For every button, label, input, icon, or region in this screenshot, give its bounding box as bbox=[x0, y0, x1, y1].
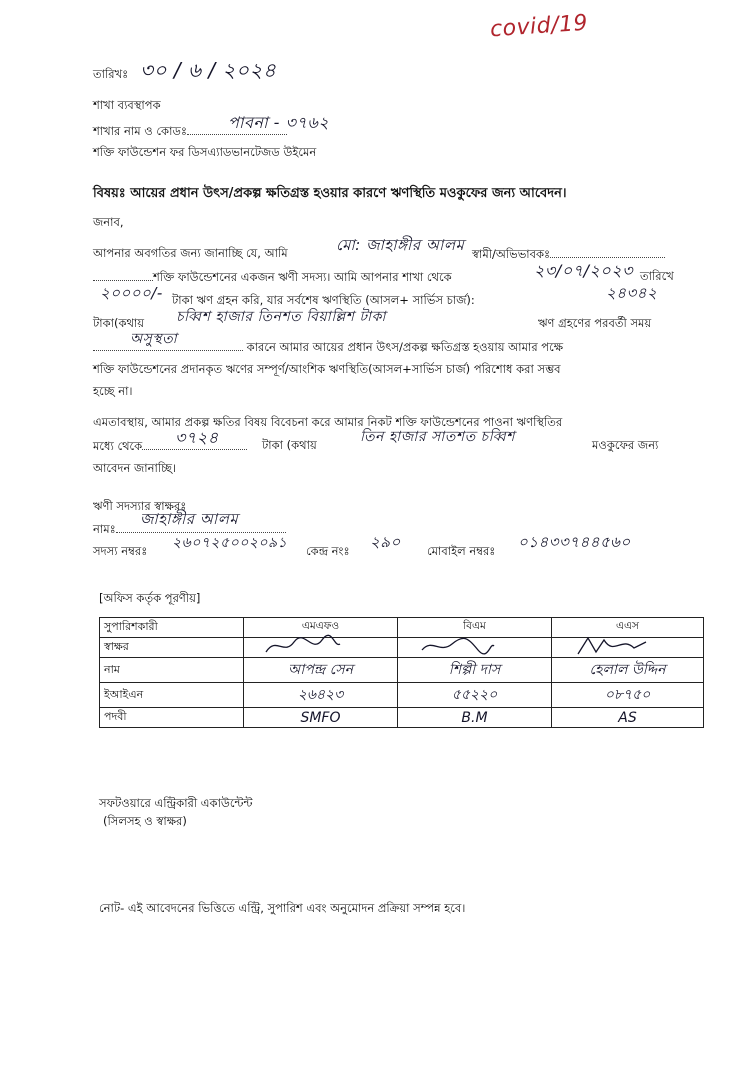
designation-bm: B.M bbox=[398, 708, 552, 728]
date-suffix: তারিখে bbox=[640, 269, 674, 283]
row-label-name: নাম bbox=[100, 658, 244, 683]
header-recommender: সুপারিশকারী bbox=[100, 618, 244, 638]
recommendation-table bbox=[99, 617, 704, 728]
loan-date-handwritten: ২৩/০৭/২০২৩ bbox=[534, 261, 634, 280]
name-mfo: আপন্দ্র সেন bbox=[244, 658, 398, 683]
accountant-title: সফটওয়ারে এন্ট্রিকারী একাউন্টেন্ট bbox=[99, 796, 253, 810]
para1-line4-text: ঋণ গ্রহণের পরবর্তী সময় bbox=[538, 316, 652, 330]
guardian-label-text: স্বামী/অভিভাবকঃ bbox=[472, 247, 551, 261]
salutation: জনাব, bbox=[93, 215, 124, 229]
waiver-words-handwritten: তিন হাজার সাতশত চব্বিশ bbox=[360, 429, 515, 445]
balance-handwritten: ২৪৩৪২ bbox=[606, 284, 658, 302]
date-label: তারিখঃ bbox=[93, 67, 129, 81]
member-signature-label: ঋণী সদস্যার স্বাক্ষরঃ bbox=[93, 499, 187, 513]
signature-as bbox=[552, 638, 704, 658]
center-label: কেন্দ্র নংঃ bbox=[306, 544, 350, 558]
ein-mfo: ২৬৪২৩ bbox=[244, 683, 398, 708]
para1-line2-text: শক্তি ফাউন্ডেশনের একজন ঋণী সদস্য। আমি আপনার শাখা থেকে bbox=[153, 270, 452, 284]
member-name-label-text: নামঃ bbox=[93, 522, 116, 536]
signature-bm bbox=[398, 638, 552, 658]
ein-bm: ৫৫২২০ bbox=[398, 683, 552, 708]
para1-line3-text: টাকা ঋণ গ্রহন করি, যার সর্বশেষ ঋণস্থিতি (আসল+ সার্ভিস চার্জ): bbox=[172, 293, 475, 307]
para2-waiver-text: মওকুফের জন্য bbox=[592, 438, 659, 452]
member-name-handwritten: মো: জাহাঙ্গীর আলম bbox=[336, 236, 465, 254]
row-label-designation: পদবী bbox=[100, 708, 244, 728]
para2-from-label: মধ্যে থেকে bbox=[93, 439, 143, 453]
accountant-seal-note: (সিলসহ ও স্বাক্ষর) bbox=[103, 814, 187, 828]
office-use-label: [অফিস কর্তৃক পূরণীয়] bbox=[99, 591, 201, 605]
member-number-label: সদস্য নম্বরঃ bbox=[93, 544, 148, 558]
reason-handwritten: অসুস্থতা bbox=[130, 331, 178, 347]
center-value: ২৯০ bbox=[370, 533, 401, 551]
table-row-designation bbox=[100, 708, 704, 728]
mobile-value: ০১৪৩৩৭৪৪৫৬০ bbox=[518, 533, 631, 551]
balance-words-handwritten: চব্বিশ হাজার তিনশত বিয়াল্লিশ টাকা bbox=[176, 309, 386, 325]
para1-line7-text: হচ্ছে না। bbox=[93, 384, 133, 398]
words-label: টাকা(কথায় bbox=[93, 316, 145, 330]
organization-name: শক্তি ফাউন্ডেশন ফর ডিসএ্যাডভানটেজড উইমেন bbox=[93, 145, 317, 159]
row-label-ein: ইআইএন bbox=[100, 683, 244, 708]
para1-line5-text: কারনে আমার আয়ের প্রধান উৎস/প্রকল্প ক্ষতিগ্রস্ত হওয়ায় আমার পক্ষে bbox=[246, 340, 564, 354]
recipient-title: শাখা ব্যবস্থাপক bbox=[93, 98, 161, 112]
name-bm: শিল্পী দাস bbox=[398, 658, 552, 683]
para1-line6-text: শক্তি ফাউন্ডেশনের প্রদানকৃত ঋণের সম্পূর্ণ/আংশিক ঋণস্থিতি(আসল+সার্ভিস চার্জ) পরিশোধ করা সম্ভব bbox=[93, 362, 561, 376]
designation-as: AS bbox=[552, 708, 704, 728]
name-as: হেলাল উদ্দিন bbox=[552, 658, 704, 683]
header-mfo: এমএফও bbox=[244, 618, 398, 638]
table-row-name bbox=[100, 658, 704, 683]
loan-amount-handwritten: ২০০০০/- bbox=[100, 284, 163, 302]
table-row-ein bbox=[100, 683, 704, 708]
para2-line3-text: আবেদন জানাচ্ছি। bbox=[93, 461, 177, 475]
table-row-signature bbox=[100, 638, 704, 658]
para2-line1-text: এমতাবস্থায়, আমার প্রকল্প ক্ষতির বিষয় বিবেচনা করে আমার নিকট শক্তি ফাউন্ডেশনের পাওনা ঋণস্থিতির bbox=[93, 415, 563, 429]
mobile-label: মোবাইল নম্বরঃ bbox=[427, 544, 496, 558]
member-number-value: ২৬০৭২৫০০২০৯১ bbox=[172, 535, 288, 551]
waiver-amount-handwritten: ৩৭২৪ bbox=[175, 428, 219, 447]
subject-line: বিষয়ঃ আয়ের প্রধান উৎস/প্রকল্প ক্ষতিগ্রস্ত হওয়ার কারণে ঋণস্থিতি মওকুফের জন্য আবেদন। bbox=[93, 186, 567, 201]
header-bm: বিএম bbox=[398, 618, 552, 638]
para2-line2 bbox=[93, 437, 247, 457]
member-name-value: জাহাঙ্গীর আলম bbox=[140, 510, 239, 528]
designation-mfo: SMFO bbox=[244, 708, 398, 728]
footer-note: নোট- এই আবেদনের ভিত্তিতে এন্ট্রি, সুপারিশ এবং অনুমোদন প্রক্রিয়া সম্পন্ন হবে। bbox=[99, 901, 466, 915]
ein-as: ০৮৭৫০ bbox=[552, 683, 704, 708]
date-value: ৩০ / ৬ / ২০২৪ bbox=[140, 58, 277, 82]
signature-scribble-bm bbox=[416, 634, 496, 658]
para2-words-label: টাকা (কথায় bbox=[262, 438, 317, 452]
signature-scribble-mfo bbox=[262, 634, 342, 658]
signature-scribble-as bbox=[570, 634, 650, 658]
header-as: এএস bbox=[552, 618, 704, 638]
covid-note: covid/19 bbox=[489, 10, 589, 43]
branch-value: পাবনা - ৩৭৬২ bbox=[228, 113, 330, 132]
branch-label-text: শাখার নাম ও কোডঃ bbox=[93, 124, 188, 138]
para1-line1-text: আপনার অবগতির জন্য জানাচ্ছি যে, আমি bbox=[93, 246, 288, 260]
row-label-signature: স্বাক্ষর bbox=[100, 638, 244, 658]
signature-mfo bbox=[244, 638, 398, 658]
